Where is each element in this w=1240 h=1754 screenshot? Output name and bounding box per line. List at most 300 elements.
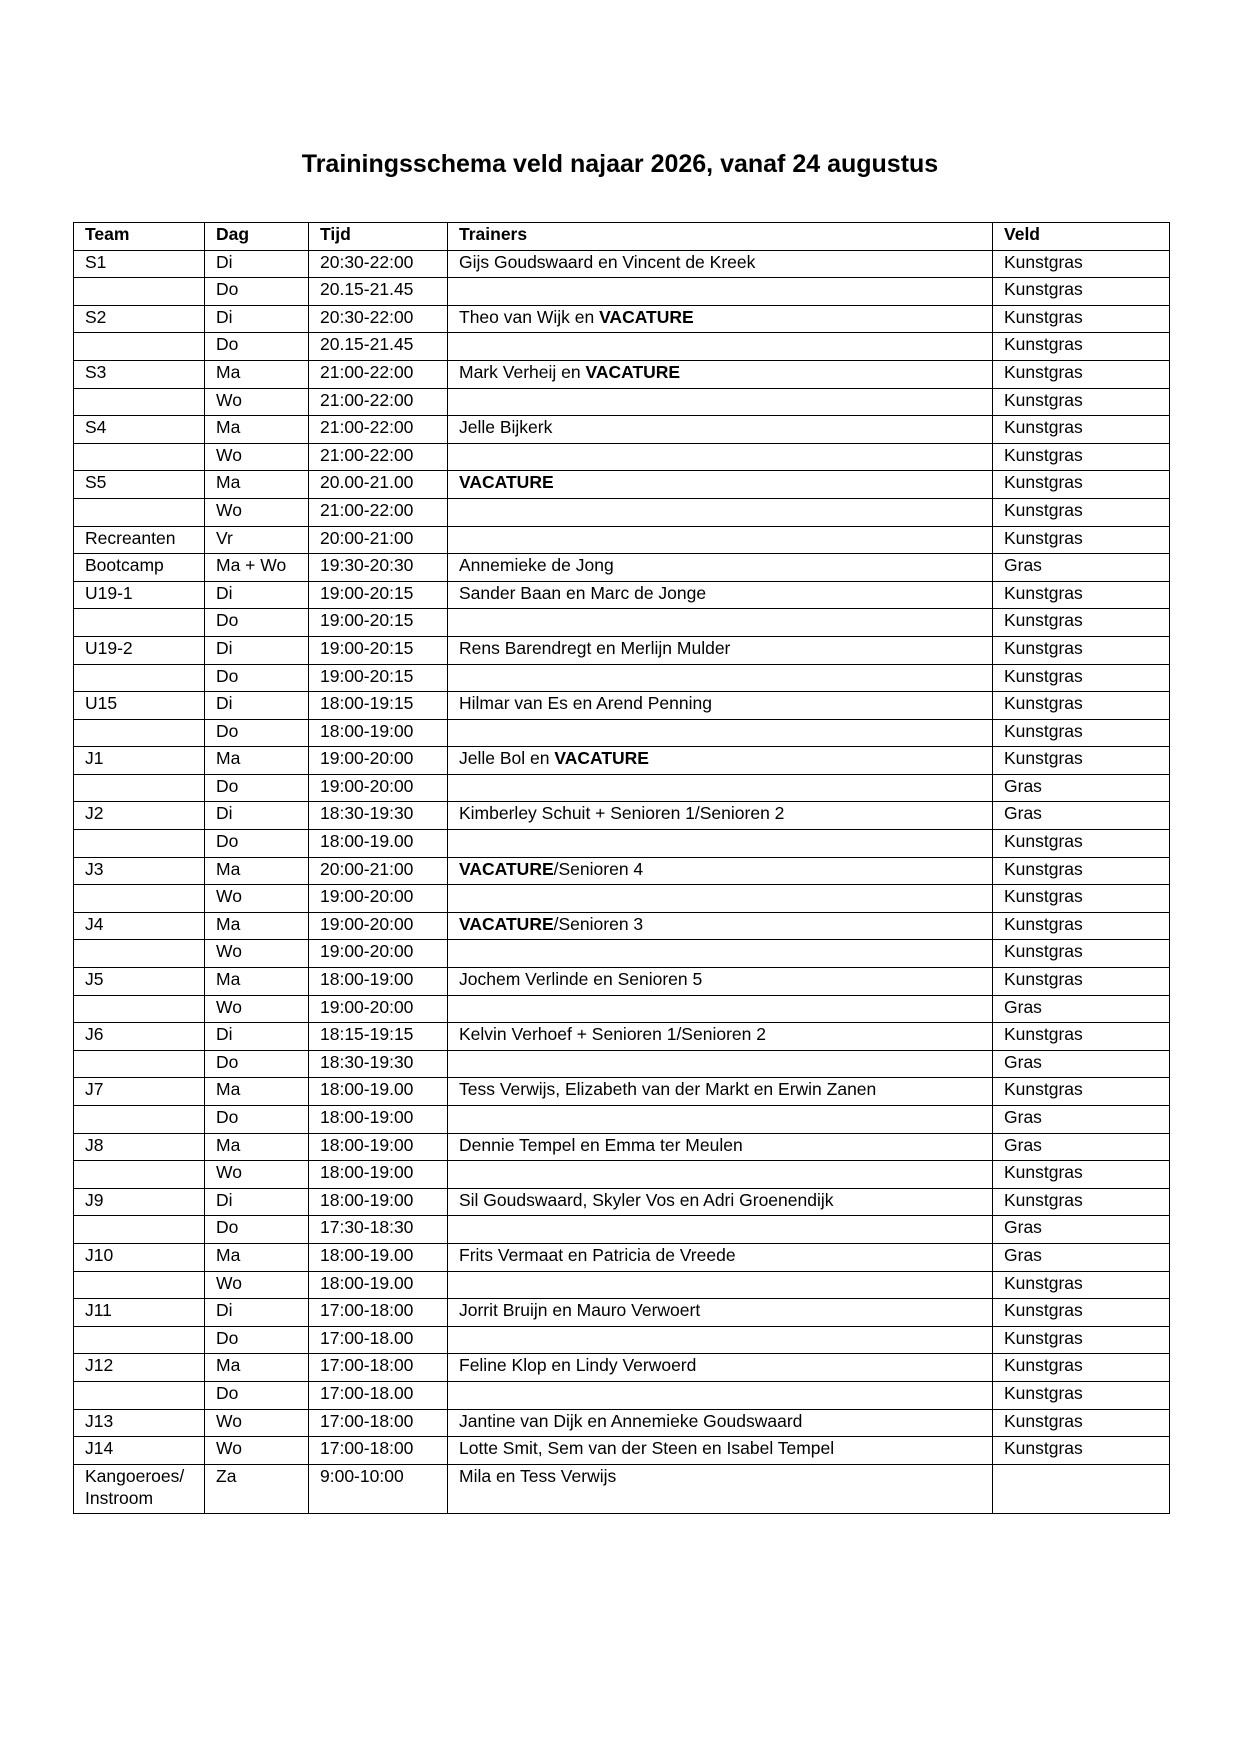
table-row — [74, 526, 1170, 554]
time-cell: 18:00-19:00 — [309, 1188, 448, 1216]
team-cell — [74, 1216, 205, 1244]
table-row — [74, 278, 1170, 306]
day-cell: Ma — [205, 1078, 309, 1106]
day-cell: Di — [205, 1299, 309, 1327]
time-cell: 21:00-22:00 — [309, 443, 448, 471]
day-cell: Do — [205, 609, 309, 637]
trainer-text: Frits Vermaat en Patricia de Vreede — [459, 1244, 736, 1265]
field-cell: Kunstgras — [993, 609, 1170, 637]
time-cell: 18:00-19.00 — [309, 1243, 448, 1271]
trainers-cell — [448, 1437, 993, 1465]
trainers-cell — [448, 968, 993, 996]
team-cell — [74, 885, 205, 913]
team-cell: S5 — [74, 471, 205, 499]
trainers-cell — [448, 360, 993, 388]
table-header-row — [74, 223, 1170, 251]
time-cell: 20.15-21.45 — [309, 333, 448, 361]
day-cell: Do — [205, 1216, 309, 1244]
day-cell: Ma — [205, 360, 309, 388]
day-cell: Wo — [205, 1409, 309, 1437]
trainers-cell — [448, 774, 993, 802]
team-cell — [74, 333, 205, 361]
trainer-text: Dennie Tempel en Emma ter Meulen — [459, 1134, 743, 1155]
field-cell: Kunstgras — [993, 692, 1170, 720]
day-cell: Wo — [205, 940, 309, 968]
field-cell: Kunstgras — [993, 1354, 1170, 1382]
trainers-cell — [448, 1023, 993, 1051]
day-cell: Do — [205, 664, 309, 692]
day-cell: Di — [205, 581, 309, 609]
column-header-trainers: Trainers — [448, 223, 993, 251]
time-cell: 19:30-20:30 — [309, 554, 448, 582]
day-cell: Ma — [205, 416, 309, 444]
trainers-cell — [448, 1216, 993, 1244]
trainers-cell — [448, 802, 993, 830]
table-row — [74, 443, 1170, 471]
time-cell: 18:30-19:30 — [309, 1050, 448, 1078]
trainers-cell — [448, 719, 993, 747]
team-cell: S2 — [74, 305, 205, 333]
field-cell: Kunstgras — [993, 498, 1170, 526]
table-row — [74, 1381, 1170, 1409]
trainer-text: Jantine van Dijk en Annemieke Goudswaard — [459, 1410, 803, 1431]
team-cell — [74, 664, 205, 692]
trainer-text: Kimberley Schuit + Senioren 1/Senioren 2 — [459, 803, 785, 824]
time-cell: 21:00-22:00 — [309, 498, 448, 526]
field-cell: Kunstgras — [993, 1299, 1170, 1327]
trainers-cell — [448, 885, 993, 913]
trainers-cell — [448, 830, 993, 858]
time-cell: 18:00-19:00 — [309, 1106, 448, 1134]
team-cell — [74, 1326, 205, 1354]
field-cell: Gras — [993, 774, 1170, 802]
time-cell: 19:00-20:15 — [309, 636, 448, 664]
team-cell: S4 — [74, 416, 205, 444]
trainers-cell — [448, 940, 993, 968]
time-cell: 17:00-18:00 — [309, 1409, 448, 1437]
day-cell: Ma — [205, 1354, 309, 1382]
trainer-text: Lotte Smit, Sem van der Steen en Isabel Tempel — [459, 1438, 835, 1459]
day-cell: Do — [205, 333, 309, 361]
field-cell: Kunstgras — [993, 305, 1170, 333]
table-row — [74, 471, 1170, 499]
team-cell — [74, 609, 205, 637]
field-cell: Kunstgras — [993, 719, 1170, 747]
time-cell: 18:00-19.00 — [309, 1271, 448, 1299]
day-cell: Do — [205, 774, 309, 802]
day-cell: Ma — [205, 912, 309, 940]
table-row — [74, 360, 1170, 388]
trainer-text: Hilmar van Es en Arend Penning — [459, 693, 712, 714]
day-cell: Ma — [205, 968, 309, 996]
day-cell: Ma — [205, 1133, 309, 1161]
field-cell: Kunstgras — [993, 360, 1170, 388]
field-cell: Kunstgras — [993, 912, 1170, 940]
day-cell: Do — [205, 1381, 309, 1409]
trainers-cell — [448, 1381, 993, 1409]
trainer-text: /Senioren 3 — [553, 913, 644, 934]
time-cell: 18:00-19:00 — [309, 719, 448, 747]
trainer-text: /Senioren 4 — [553, 858, 644, 879]
team-cell — [74, 1381, 205, 1409]
field-cell: Kunstgras — [993, 1326, 1170, 1354]
field-cell: Kunstgras — [993, 581, 1170, 609]
day-cell: Ma — [205, 747, 309, 775]
team-cell: J10 — [74, 1243, 205, 1271]
table-row — [74, 1023, 1170, 1051]
time-cell: 19:00-20:00 — [309, 912, 448, 940]
trainers-cell — [448, 278, 993, 306]
time-cell: 18:00-19.00 — [309, 1078, 448, 1106]
column-header-dag: Dag — [205, 223, 309, 251]
field-cell: Kunstgras — [993, 1409, 1170, 1437]
field-cell: Kunstgras — [993, 1023, 1170, 1051]
time-cell: 18:00-19:00 — [309, 1161, 448, 1189]
field-cell: Kunstgras — [993, 885, 1170, 913]
trainers-cell — [448, 1106, 993, 1134]
team-cell: J8 — [74, 1133, 205, 1161]
trainers-cell — [448, 1243, 993, 1271]
table-row — [74, 995, 1170, 1023]
team-cell — [74, 830, 205, 858]
day-cell: Wo — [205, 498, 309, 526]
team-cell: S1 — [74, 250, 205, 278]
trainers-cell — [448, 1050, 993, 1078]
field-cell: Kunstgras — [993, 747, 1170, 775]
table-row — [74, 416, 1170, 444]
trainer-text: Jelle Bol en — [459, 748, 555, 769]
day-cell: Do — [205, 1326, 309, 1354]
day-cell: Di — [205, 636, 309, 664]
day-cell: Ma + Wo — [205, 554, 309, 582]
team-cell — [74, 1106, 205, 1134]
day-cell: Di — [205, 305, 309, 333]
time-cell: 20:00-21:00 — [309, 526, 448, 554]
field-cell — [993, 1464, 1170, 1513]
team-cell: J9 — [74, 1188, 205, 1216]
team-cell: Bootcamp — [74, 554, 205, 582]
vacancy-label: VACATURE — [554, 748, 649, 769]
trainer-text: Kelvin Verhoef + Senioren 1/Senioren 2 — [459, 1024, 766, 1045]
team-cell: J5 — [74, 968, 205, 996]
day-cell: Wo — [205, 1437, 309, 1465]
field-cell: Kunstgras — [993, 1161, 1170, 1189]
team-cell — [74, 498, 205, 526]
table-row — [74, 802, 1170, 830]
field-cell: Kunstgras — [993, 968, 1170, 996]
field-cell: Gras — [993, 802, 1170, 830]
day-cell: Do — [205, 1050, 309, 1078]
day-cell: Do — [205, 1106, 309, 1134]
table-row — [74, 885, 1170, 913]
team-cell: Recreanten — [74, 526, 205, 554]
field-cell: Kunstgras — [993, 1437, 1170, 1465]
team-cell: J6 — [74, 1023, 205, 1051]
team-cell: J1 — [74, 747, 205, 775]
time-cell: 20.00-21.00 — [309, 471, 448, 499]
time-cell: 17:00-18:00 — [309, 1299, 448, 1327]
trainers-cell — [448, 1409, 993, 1437]
team-cell: J3 — [74, 857, 205, 885]
trainer-text: Jochem Verlinde en Senioren 5 — [459, 969, 703, 990]
day-cell: Wo — [205, 1161, 309, 1189]
field-cell: Gras — [993, 1133, 1170, 1161]
day-cell: Wo — [205, 443, 309, 471]
vacancy-label: VACATURE — [585, 361, 681, 382]
day-cell: Za — [205, 1464, 309, 1513]
vacancy-label: VACATURE — [459, 913, 554, 934]
trainers-cell — [448, 416, 993, 444]
time-cell: 21:00-22:00 — [309, 388, 448, 416]
trainer-text: Annemieke de Jong — [459, 555, 614, 576]
field-cell: Kunstgras — [993, 1381, 1170, 1409]
day-cell: Wo — [205, 388, 309, 416]
trainers-cell — [448, 388, 993, 416]
field-cell: Gras — [993, 1216, 1170, 1244]
field-cell: Kunstgras — [993, 1188, 1170, 1216]
day-cell: Di — [205, 802, 309, 830]
field-cell: Kunstgras — [993, 388, 1170, 416]
field-cell: Kunstgras — [993, 857, 1170, 885]
table-row — [74, 719, 1170, 747]
table-row — [74, 250, 1170, 278]
table-row — [74, 912, 1170, 940]
time-cell: 19:00-20:00 — [309, 885, 448, 913]
table-row — [74, 581, 1170, 609]
field-cell: Gras — [993, 995, 1170, 1023]
field-cell: Kunstgras — [993, 940, 1170, 968]
field-cell: Kunstgras — [993, 1271, 1170, 1299]
team-cell: U19-2 — [74, 636, 205, 664]
trainer-text: Gijs Goudswaard en Vincent de Kreek — [459, 251, 756, 272]
trainer-text: Mark Verheij en — [459, 361, 586, 382]
day-cell: Wo — [205, 995, 309, 1023]
team-cell: J2 — [74, 802, 205, 830]
day-cell: Ma — [205, 1243, 309, 1271]
day-cell: Di — [205, 250, 309, 278]
trainer-text: Theo van Wijk en — [459, 306, 600, 327]
trainers-cell — [448, 692, 993, 720]
trainers-cell — [448, 664, 993, 692]
day-cell: Do — [205, 830, 309, 858]
table-row — [74, 305, 1170, 333]
trainers-cell — [448, 526, 993, 554]
field-cell: Gras — [993, 1243, 1170, 1271]
team-cell: J13 — [74, 1409, 205, 1437]
time-cell: 20:30-22:00 — [309, 305, 448, 333]
day-cell: Vr — [205, 526, 309, 554]
table-row — [74, 1161, 1170, 1189]
time-cell: 21:00-22:00 — [309, 360, 448, 388]
trainers-cell — [448, 636, 993, 664]
time-cell: 19:00-20:00 — [309, 747, 448, 775]
table-row — [74, 1409, 1170, 1437]
trainers-cell — [448, 912, 993, 940]
trainer-text: Rens Barendregt en Merlijn Mulder — [459, 637, 731, 658]
team-cell: J7 — [74, 1078, 205, 1106]
table-row — [74, 1188, 1170, 1216]
team-cell — [74, 1050, 205, 1078]
team-cell — [74, 940, 205, 968]
trainers-cell — [448, 581, 993, 609]
table-row — [74, 1437, 1170, 1465]
trainers-cell — [448, 1188, 993, 1216]
trainers-cell — [448, 554, 993, 582]
field-cell: Kunstgras — [993, 830, 1170, 858]
field-cell: Kunstgras — [993, 250, 1170, 278]
time-cell: 19:00-20:15 — [309, 581, 448, 609]
team-cell: U19-1 — [74, 581, 205, 609]
field-cell: Kunstgras — [993, 526, 1170, 554]
team-cell: J4 — [74, 912, 205, 940]
trainers-cell — [448, 498, 993, 526]
vacancy-label: VACATURE — [459, 858, 554, 879]
table-row — [74, 1354, 1170, 1382]
trainers-cell — [448, 1299, 993, 1327]
trainers-cell — [448, 995, 993, 1023]
trainers-cell — [448, 333, 993, 361]
field-cell: Kunstgras — [993, 471, 1170, 499]
team-cell — [74, 1161, 205, 1189]
team-cell: J12 — [74, 1354, 205, 1382]
trainer-text: Jorrit Bruijn en Mauro Verwoert — [459, 1300, 701, 1321]
time-cell: 18:00-19:00 — [309, 968, 448, 996]
table-row — [74, 554, 1170, 582]
table-row — [74, 498, 1170, 526]
field-cell: Kunstgras — [993, 443, 1170, 471]
trainer-text: Feline Klop en Lindy Verwoerd — [459, 1355, 697, 1376]
time-cell: 18:00-19.00 — [309, 830, 448, 858]
day-cell: Di — [205, 1023, 309, 1051]
table-row — [74, 747, 1170, 775]
day-cell: Wo — [205, 885, 309, 913]
trainers-cell — [448, 1078, 993, 1106]
table-row — [74, 940, 1170, 968]
time-cell: 17:00-18:00 — [309, 1437, 448, 1465]
field-cell: Kunstgras — [993, 636, 1170, 664]
field-cell: Gras — [993, 1050, 1170, 1078]
table-row — [74, 1464, 1170, 1513]
team-cell — [74, 443, 205, 471]
table-body — [74, 250, 1170, 1513]
trainers-cell — [448, 609, 993, 637]
field-cell: Kunstgras — [993, 416, 1170, 444]
team-cell: J14 — [74, 1437, 205, 1465]
day-cell: Wo — [205, 1271, 309, 1299]
table-row — [74, 1326, 1170, 1354]
field-cell: Gras — [993, 1106, 1170, 1134]
table-row — [74, 388, 1170, 416]
day-cell: Ma — [205, 857, 309, 885]
trainers-cell — [448, 1133, 993, 1161]
field-cell: Kunstgras — [993, 278, 1170, 306]
time-cell: 17:00-18:00 — [309, 1354, 448, 1382]
time-cell: 19:00-20:00 — [309, 774, 448, 802]
table-row — [74, 1133, 1170, 1161]
time-cell: 9:00-10:00 — [309, 1464, 448, 1513]
table-row — [74, 664, 1170, 692]
day-cell: Di — [205, 1188, 309, 1216]
trainer-text: Sander Baan en Marc de Jonge — [459, 582, 707, 603]
team-cell — [74, 388, 205, 416]
table-row — [74, 774, 1170, 802]
day-cell: Do — [205, 278, 309, 306]
trainers-cell — [448, 1161, 993, 1189]
table-row — [74, 857, 1170, 885]
table-row — [74, 1078, 1170, 1106]
time-cell: 17:00-18.00 — [309, 1381, 448, 1409]
table-row — [74, 1106, 1170, 1134]
team-cell: Kangoeroes/ Instroom — [74, 1464, 205, 1513]
trainers-cell — [448, 471, 993, 499]
team-cell: J11 — [74, 1299, 205, 1327]
trainer-text: Tess Verwijs, Elizabeth van der Markt en Erwin Zanen — [459, 1079, 877, 1100]
table-row — [74, 333, 1170, 361]
field-cell: Kunstgras — [993, 1078, 1170, 1106]
time-cell: 18:30-19:30 — [309, 802, 448, 830]
trainers-cell — [448, 305, 993, 333]
trainers-cell — [448, 747, 993, 775]
trainers-cell — [448, 857, 993, 885]
time-cell: 20:00-21:00 — [309, 857, 448, 885]
time-cell: 19:00-20:00 — [309, 995, 448, 1023]
time-cell: 17:30-18:30 — [309, 1216, 448, 1244]
time-cell: 18:00-19:15 — [309, 692, 448, 720]
trainers-cell — [448, 1464, 993, 1513]
column-header-tijd: Tijd — [309, 223, 448, 251]
column-header-veld: Veld — [993, 223, 1170, 251]
column-header-team: Team — [74, 223, 205, 251]
vacancy-label: VACATURE — [459, 472, 554, 493]
team-cell — [74, 1271, 205, 1299]
time-cell: 20.15-21.45 — [309, 278, 448, 306]
day-cell: Ma — [205, 471, 309, 499]
time-cell: 20:30-22:00 — [309, 250, 448, 278]
time-cell: 17:00-18.00 — [309, 1326, 448, 1354]
time-cell: 19:00-20:15 — [309, 664, 448, 692]
time-cell: 19:00-20:15 — [309, 609, 448, 637]
table-row — [74, 1050, 1170, 1078]
trainers-cell — [448, 443, 993, 471]
trainers-cell — [448, 1354, 993, 1382]
time-cell: 19:00-20:00 — [309, 940, 448, 968]
team-cell — [74, 278, 205, 306]
day-cell: Do — [205, 719, 309, 747]
table-row — [74, 609, 1170, 637]
field-cell: Gras — [993, 554, 1170, 582]
trainers-cell — [448, 1271, 993, 1299]
team-cell — [74, 995, 205, 1023]
field-cell: Kunstgras — [993, 333, 1170, 361]
table-row — [74, 1216, 1170, 1244]
trainer-text: Mila en Tess Verwijs — [459, 1465, 617, 1486]
time-cell: 18:15-19:15 — [309, 1023, 448, 1051]
vacancy-label: VACATURE — [599, 306, 694, 327]
trainers-cell — [448, 250, 993, 278]
time-cell: 18:00-19:00 — [309, 1133, 448, 1161]
day-cell: Di — [205, 692, 309, 720]
team-cell — [74, 774, 205, 802]
time-cell: 21:00-22:00 — [309, 416, 448, 444]
page-title: Trainingsschema veld najaar 2026, vanaf 24 augustus — [301, 150, 939, 178]
trainer-text: Sil Goudswaard, Skyler Vos en Adri Groenendijk — [459, 1189, 834, 1210]
team-cell: S3 — [74, 360, 205, 388]
table-row — [74, 1243, 1170, 1271]
training-schedule-table — [73, 222, 1170, 1514]
table-row — [74, 692, 1170, 720]
field-cell: Kunstgras — [993, 664, 1170, 692]
table-row — [74, 636, 1170, 664]
